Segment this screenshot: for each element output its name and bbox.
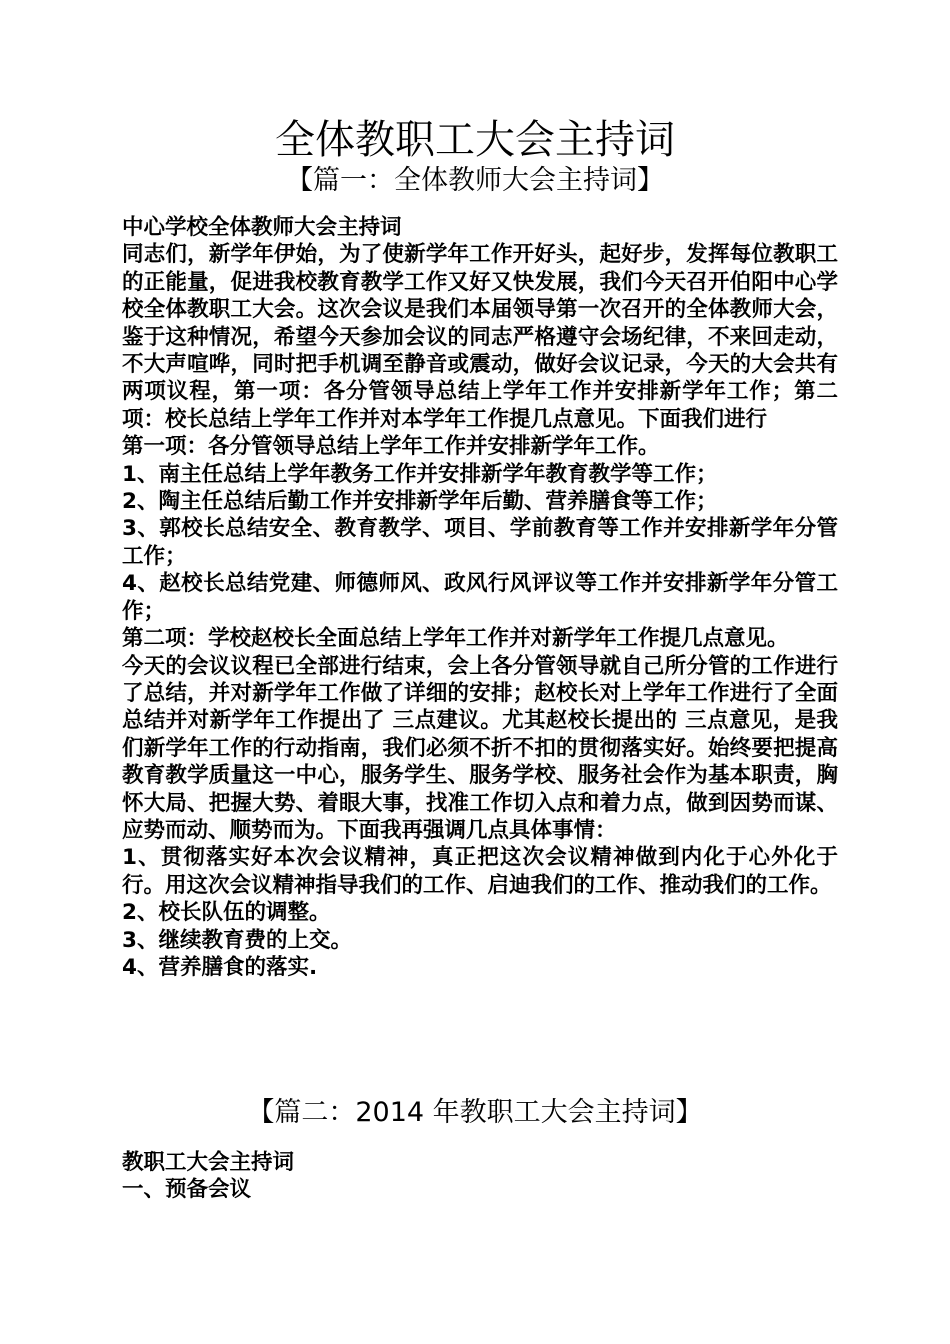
list-item: 4、营养膳食的落实. (122, 954, 318, 980)
paragraph: 一、预备会议 (122, 1177, 252, 1203)
list-item: 1、贯彻落实好本次会议精神，真正把这次会议精神做到内化于心外化于行。用这次会议精神指导我们的工作、启迪我们的工作、推动我们的工作。 (122, 845, 838, 898)
section-heading-2: 【篇二：2014 年教职工大会主持词】 (247, 1097, 703, 1128)
section-heading-1: 【篇一：全体教师大会主持词】 (286, 165, 664, 196)
list-item: 1、南主任总结上学年教务工作并安排新学年教育教学等工作； (122, 461, 718, 487)
list-item: 4、赵校长总结党建、师德师风、政风行风评议等工作并安排新学年分管工作； (122, 571, 838, 624)
list-item: 2、陶主任总结后勤工作并安排新学年后勤、营养膳食等工作； (122, 489, 718, 515)
paragraph: 同志们，新学年伊始，为了使新学年工作开好头，起好步，发挥每位教职工的正能量，促进我校教育教学工作又好又快发展，我们今天召开伯阳中心学校全体教职工大会。这次会议是我们本届领导第一次召开的全体教师大会，鉴于这种情况，希望今天参加会议的同志严格遵守会场纪律，不来回走动，不大声喧哗，同时把手机调至静音或震动，做好会议记录，今天的大会共有两项议程，第一项：各分管领导总结上学年工作并安排新学年工作；第二项：校长总结上学年工作并对本学年工作提几点意见。下面我们进行 (122, 242, 838, 432)
paragraph: 教职工大会主持词 (122, 1150, 295, 1175)
document-title: 全体教职工大会主持词 (275, 117, 675, 163)
paragraph: 第一项：各分管领导总结上学年工作并安排新学年工作。 (122, 434, 660, 460)
paragraph: 中心学校全体教师大会主持词 (122, 215, 402, 240)
paragraph: 今天的会议议程已全部进行结束，会上各分管领导就自己所分管的工作进行了总结，并对新学年工作做了详细的安排；赵校长对上学年工作进行了全面总结并对新学年工作提出了 三点建议。尤其赵校长提出的 三点意见，是我们新学年工作的行动指南，我们必须不折不扣的贯彻落实好。始终要把提高教育教学质量这一中心，服务学生、服务学校、服务社会作为基本职责，胸怀大局、把握大势、着眼大事，找准工作切入点和着力点，做到因势而谋、应势而动、顺势而为。下面我再强调几点具体事情： (122, 653, 838, 843)
section-body-1 (116, 214, 838, 981)
list-item: 3、继续教育费的上交。 (122, 927, 352, 953)
list-item: 2、校长队伍的调整。 (122, 900, 331, 926)
section-body-2 (116, 1149, 838, 1204)
paragraph: 第二项：学校赵校长全面总结上学年工作并对新学年工作提几点意见。 (122, 626, 789, 652)
list-item: 3、郭校长总结安全、教育教学、项目、学前教育等工作并安排新学年分管工作； (122, 516, 838, 569)
